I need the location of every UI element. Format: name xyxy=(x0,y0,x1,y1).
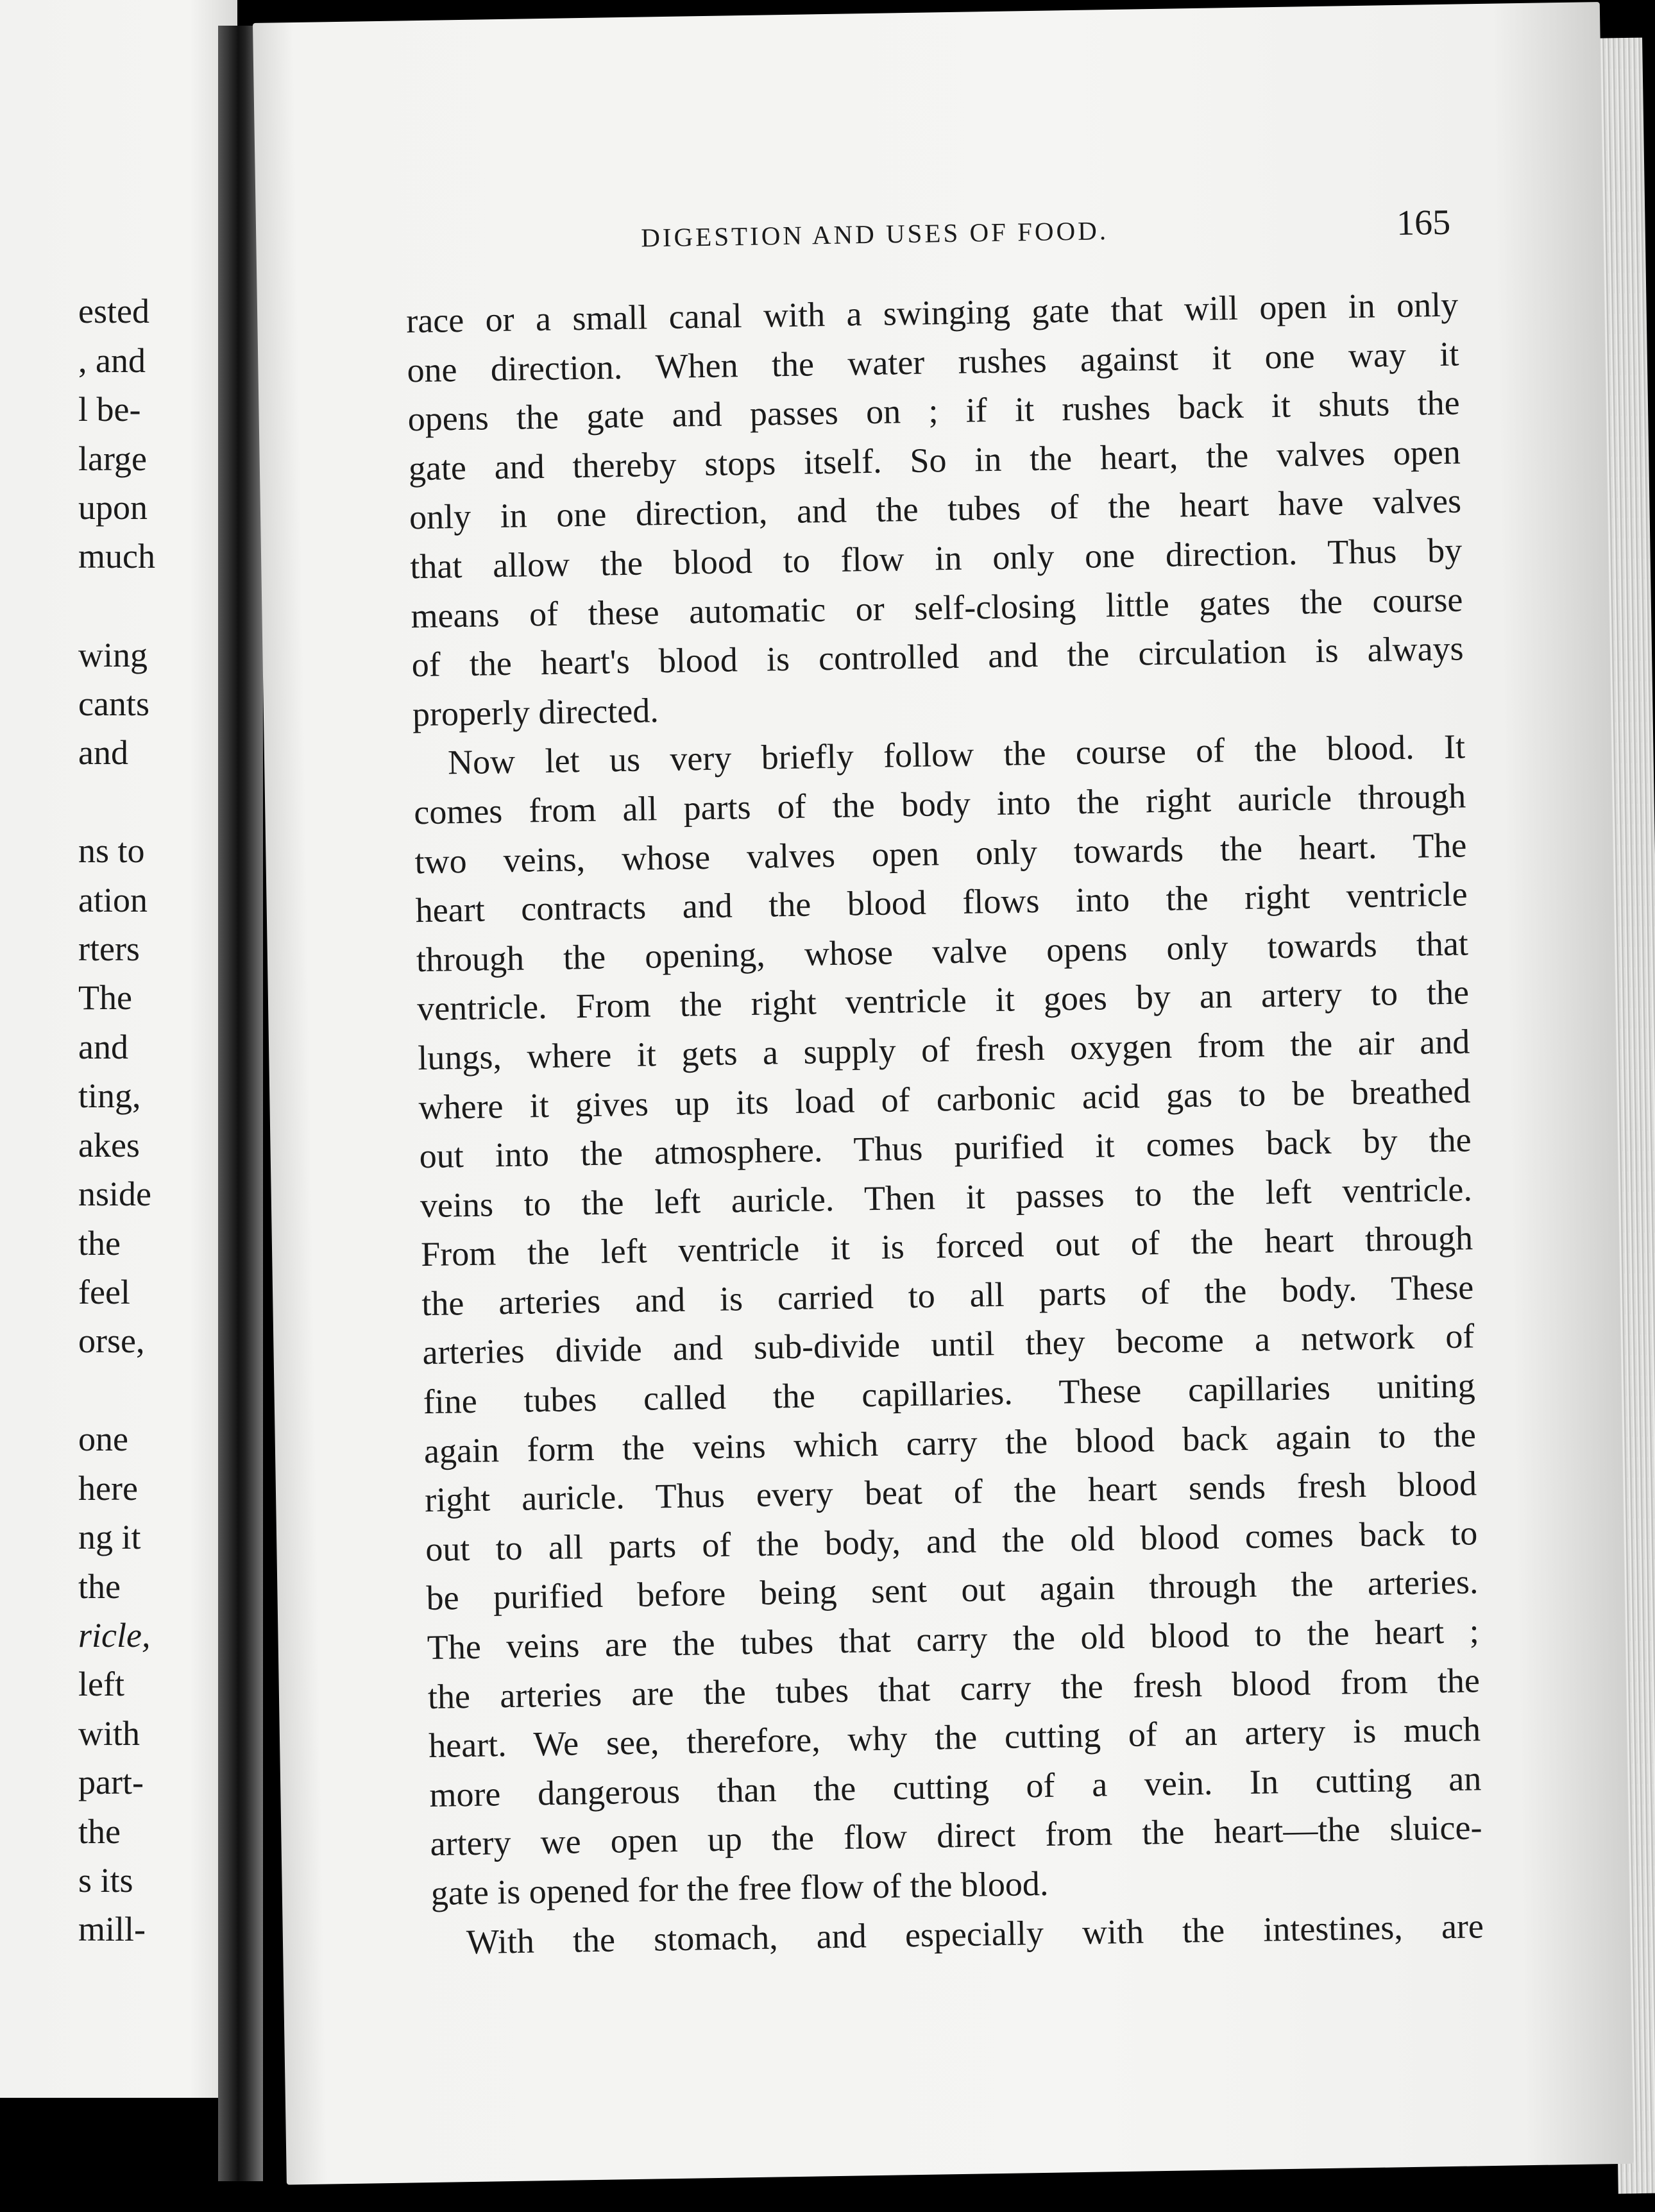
text-line: be purified before being sent out again through the arteries. xyxy=(426,1562,1479,1618)
left-page-line: part- xyxy=(78,1763,144,1801)
text-line: With the stomach, and especially with the intestines, are xyxy=(466,1906,1484,1961)
left-page-fragment xyxy=(0,0,237,2098)
left-page-line: left xyxy=(78,1665,124,1703)
text-line: Now let us very briefly follow the course of the blood. It xyxy=(447,727,1466,782)
left-page-line: cants xyxy=(78,685,149,723)
left-page-line: The xyxy=(78,978,132,1017)
left-page-line: l be- xyxy=(78,390,141,429)
text-line: lungs, where it gets a supply of fresh oxygen from the air and xyxy=(417,1022,1470,1078)
left-page-line: , and xyxy=(78,341,146,380)
text-line: two veins, whose valves open only towards the heart. The xyxy=(414,825,1467,881)
left-page-line: nside xyxy=(78,1175,151,1213)
text-line: fine tubes called the capillaries. These capillaries uniting xyxy=(423,1366,1476,1422)
left-page-line: ricle, xyxy=(78,1616,151,1655)
text-line: artery we open up the flow direct from the heart—the sluice- xyxy=(430,1808,1482,1864)
text-line: one direction. When the water rushes against it one way it xyxy=(407,334,1459,389)
left-page-line: and xyxy=(78,1028,128,1066)
book-gutter-shadow xyxy=(218,26,263,2181)
text-line: the arteries and is carried to all parts of the body. These xyxy=(421,1268,1474,1323)
text-line: gate and thereby stops itself. So in the heart, the valves open xyxy=(408,432,1461,488)
left-page-line: akes xyxy=(78,1126,140,1164)
text-line: arteries divide and sub-divide until they become a network of xyxy=(422,1316,1475,1372)
left-page-line: much xyxy=(78,537,155,575)
left-page-line: ng it xyxy=(78,1518,141,1556)
left-page-line: here xyxy=(78,1469,138,1508)
text-line: From the left ventricle it is forced out of the heart through xyxy=(420,1218,1473,1274)
left-page-line: the xyxy=(78,1224,121,1263)
text-line: opens the gate and passes on ; if it rushes back it shuts the xyxy=(407,383,1460,439)
text-line: of the heart's blood is controlled and the circulation is always xyxy=(411,629,1464,685)
left-page-line: s its xyxy=(78,1861,133,1900)
text-line: more dangerous than the cutting of a vein. In cutting an xyxy=(429,1759,1482,1814)
left-page-line: the xyxy=(78,1567,121,1606)
left-page-line: ested xyxy=(78,292,149,330)
text-line: race or a small canal with a swinging gate that will open in only xyxy=(405,285,1459,341)
text-line: The veins are the tubes that carry the old blood to the heart ; xyxy=(427,1612,1480,1667)
left-page-line: mill- xyxy=(78,1910,146,1948)
left-page-line: feel xyxy=(78,1273,130,1311)
left-page-line: with xyxy=(78,1714,140,1753)
text-line: gate is opened for the free flow of the blood. xyxy=(430,1864,1049,1912)
left-page-line: and xyxy=(78,733,128,772)
left-page-line: ation xyxy=(78,881,148,919)
left-page-line: one xyxy=(78,1420,128,1458)
left-page-line: ting, xyxy=(78,1076,141,1115)
text-line: right auricle. Thus every beat of the heart sends fresh blood xyxy=(424,1464,1477,1520)
left-page-line: upon xyxy=(78,488,148,527)
text-line: where it gives up its load of carbonic acid gas to be breathed xyxy=(418,1071,1471,1127)
left-page-line: wing xyxy=(78,636,148,674)
text-line: again form the veins which carry the blood back again to the xyxy=(423,1415,1477,1470)
body-text xyxy=(406,280,1484,1968)
text-line: properly directed. xyxy=(412,690,659,733)
text-line: out to all parts of the body, and the old blood comes back to xyxy=(425,1513,1478,1569)
left-page-line: rters xyxy=(78,930,140,968)
page-number: 165 xyxy=(1396,202,1451,244)
text-line: the arteries are the tubes that carry the fresh blood from the xyxy=(427,1660,1481,1716)
text-line: only in one direction, and the tubes of the heart have valves xyxy=(409,481,1462,537)
text-line: veins to the left auricle. Then it passes to the left ventricle. xyxy=(420,1170,1473,1225)
text-line: that allow the blood to flow in only one direction. Thus by xyxy=(409,531,1463,586)
text-line: ventricle. From the right ventricle it goes by an artery to the xyxy=(416,973,1470,1028)
left-page-line: large xyxy=(78,439,147,478)
text-line: through the opening, whose valve opens only towards that xyxy=(416,924,1469,979)
text-line: comes from all parts of the body into the right auricle through xyxy=(413,776,1466,832)
left-page-line: orse, xyxy=(78,1322,145,1360)
text-line: heart. We see, therefore, why the cutting of an artery is much xyxy=(428,1710,1481,1765)
text-line: heart contracts and the blood flows into the right ventricle xyxy=(415,874,1468,930)
right-page xyxy=(253,2,1634,2185)
running-head: DIGESTION AND USES OF FOOD. xyxy=(640,216,1109,253)
left-page-line: the xyxy=(78,1812,121,1851)
text-line: means of these automatic or self-closing little gates the course xyxy=(411,580,1463,635)
left-page-line: ns to xyxy=(78,831,145,870)
text-line: out into the atmosphere. Thus purified it comes back by the xyxy=(419,1120,1472,1176)
